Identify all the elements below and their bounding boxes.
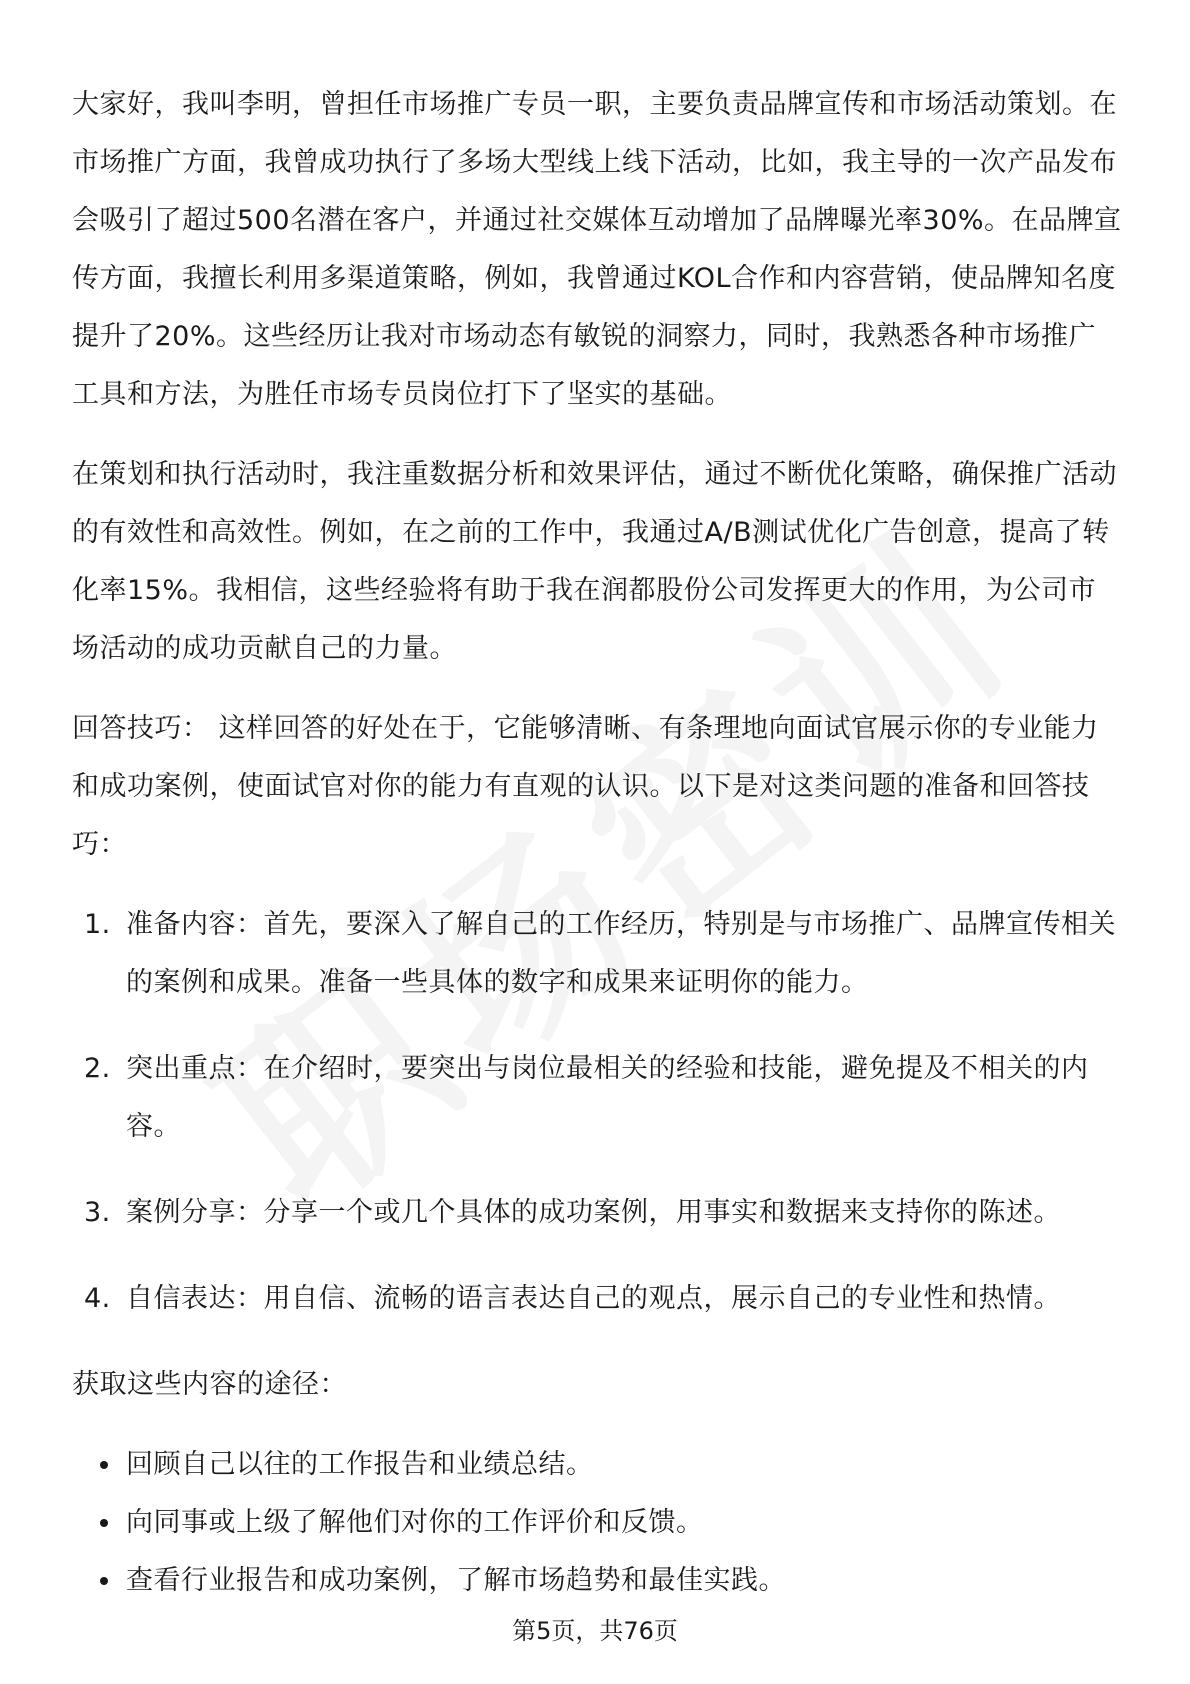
bullet-dot-icon <box>100 1577 108 1585</box>
list-item <box>72 1040 1122 1156</box>
bullet-item-text: 向同事或上级了解他们对你的工作评价和反馈。 <box>126 1507 704 1538</box>
ways-list <box>72 1436 1122 1610</box>
list-item <box>72 896 1122 1012</box>
list-number: 2. <box>84 1053 111 1084</box>
list-number: 4. <box>84 1283 111 1314</box>
bullet-item-text: 查看行业报告和成功案例，了解市场趋势和最佳实践。 <box>126 1565 786 1596</box>
list-item-text: 突出重点：在介绍时，要突出与岗位最相关的经验和技能，避免提及不相关的内容。 <box>126 1053 1089 1142</box>
list-item-text: 案例分享：分享一个或几个具体的成功案例，用事实和数据来支持你的陈述。 <box>126 1197 1061 1228</box>
list-number: 3. <box>84 1197 111 1228</box>
bullet-item-text: 回顾自己以往的工作报告和业绩总结。 <box>126 1449 594 1480</box>
list-item <box>72 1184 1122 1242</box>
page-number: 第5页，共76页 <box>512 1617 678 1645</box>
list-number: 1. <box>84 909 111 940</box>
tips-list <box>72 896 1122 1328</box>
page-content <box>72 76 1122 1610</box>
bullet-item <box>72 1552 1122 1610</box>
paragraph-answer-tips: 回答技巧： 这样回答的好处在于，它能够清晰、有条理地向面试官展示你的专业能力和成功案例，使面试官对你的能力有直观的认识。以下是对这类问题的准备和回答技巧： <box>72 713 1099 860</box>
ways-heading: 获取这些内容的途径： <box>72 1369 347 1400</box>
bullet-item <box>72 1436 1122 1494</box>
list-item-text: 自信表达：用自信、流畅的语言表达自己的观点，展示自己的专业性和热情。 <box>126 1283 1061 1314</box>
bullet-item <box>72 1494 1122 1552</box>
list-item <box>72 1270 1122 1328</box>
bullet-dot-icon <box>100 1519 108 1527</box>
paragraph-intro: 大家好，我叫李明，曾担任市场推广专员一职，主要负责品牌宣传和市场活动策划。在市场推广方面，我曾成功执行了多场大型线上线下活动，比如，我主导的一次产品发布会吸引了超过500名潜在客户，并通过社交媒体互动增加了品牌曝光率30%。在品牌宣传方面，我擅长利用多渠道策略，例如，我曾通过KOL合作和内容营销，使品牌知名度提升了20%。这些经历让我对市场动态有敏锐的洞察力，同时，我熟悉各种市场推广工具和方法，为胜任市场专员岗位打下了坚实的基础。 <box>72 89 1122 410</box>
bullet-dot-icon <box>100 1461 108 1469</box>
list-item-text: 准备内容：首先，要深入了解自己的工作经历，特别是与市场推广、品牌宣传相关的案例和成果。准备一些具体的数字和成果来证明你的能力。 <box>126 909 1116 998</box>
paragraph-activities: 在策划和执行活动时，我注重数据分析和效果评估，通过不断优化策略，确保推广活动的有效性和高效性。例如，在之前的工作中，我通过A/B测试优化广告创意，提高了转化率15%。我相信，这些经验将有助于我在润都股份公司发挥更大的作用，为公司市场活动的成功贡献自己的力量。 <box>72 459 1117 664</box>
